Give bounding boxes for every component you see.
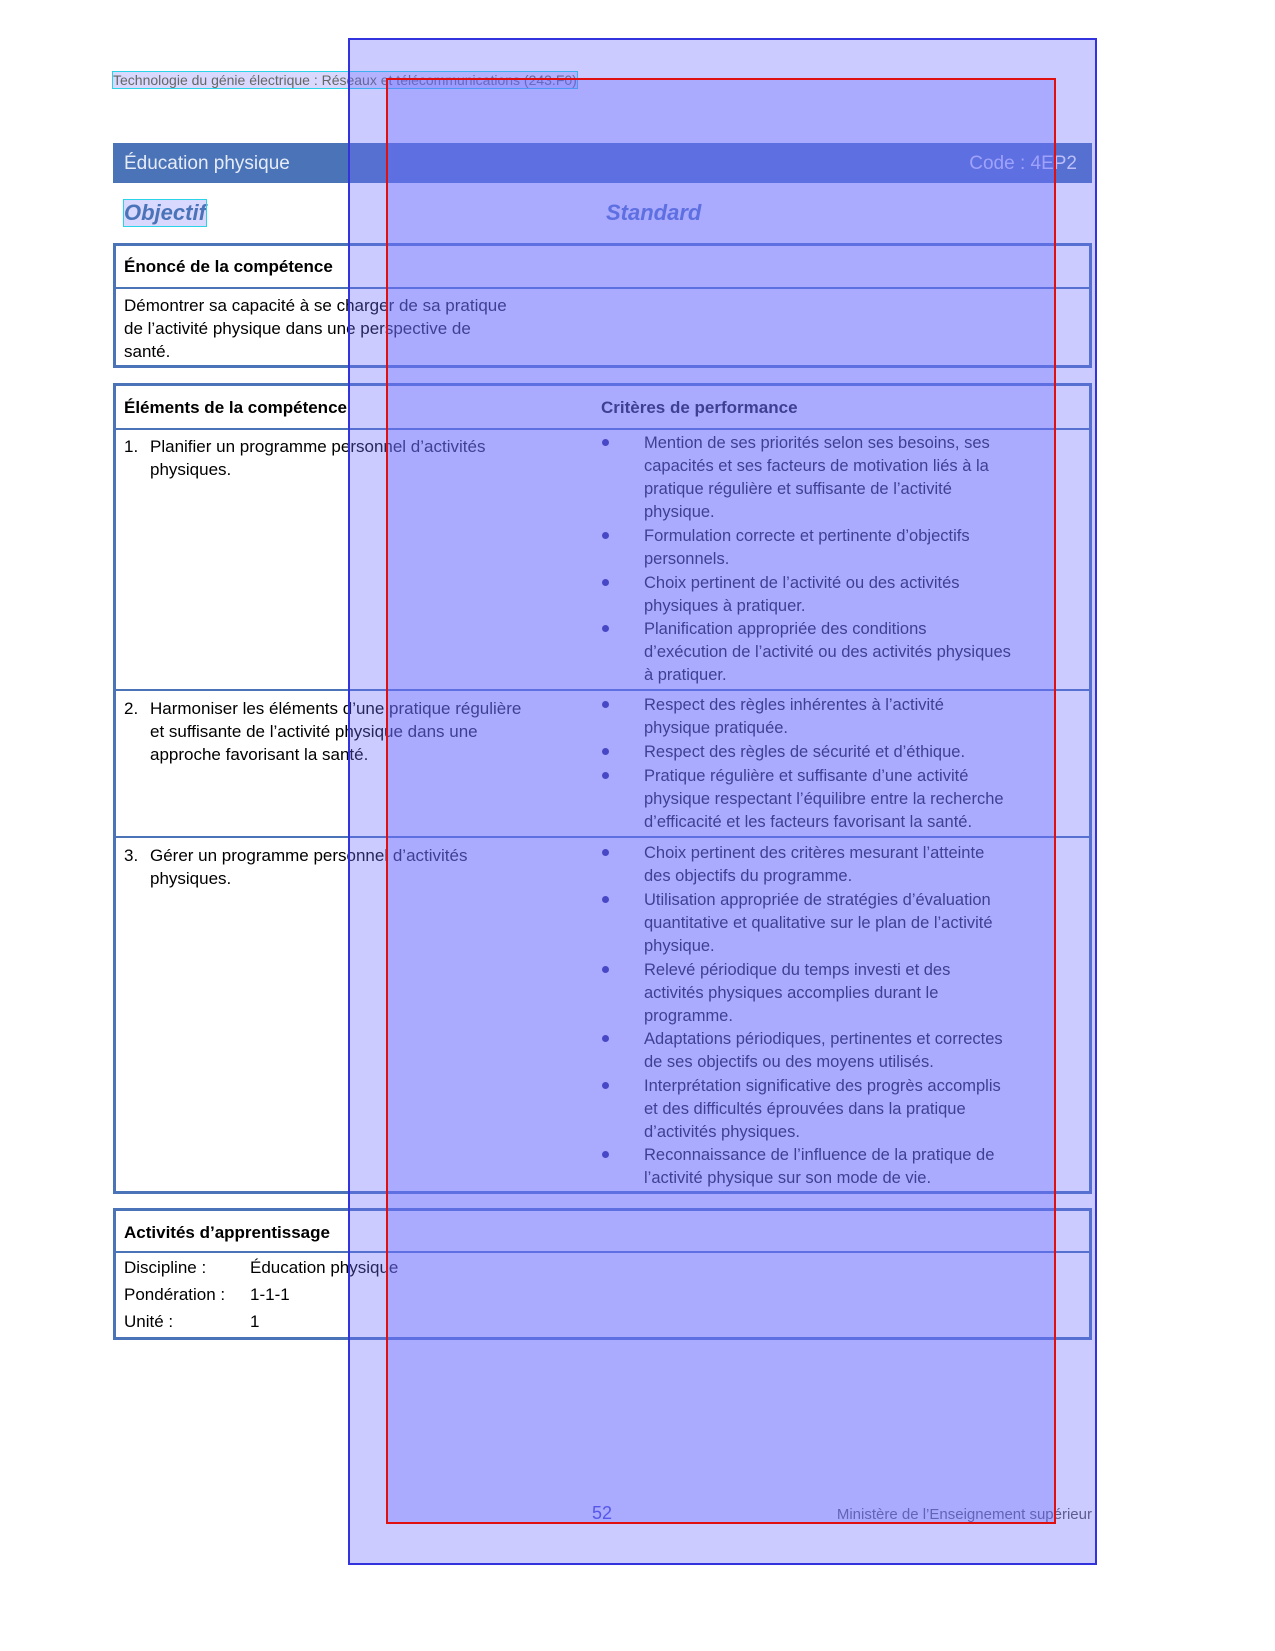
criterion-line: physique pratiquée. [644,719,789,737]
criterion-line: Relevé périodique du temps investi et des [644,961,951,979]
enonce-line: santé. [124,342,171,361]
criterion-line: Choix pertinent des critères mesurant l’atteinte [644,844,985,862]
criterion-line: de ses objectifs ou des moyens utilisés. [644,1053,934,1071]
criterion-line: physique. [644,503,715,521]
ponderation-value: 1-1-1 [250,1285,290,1304]
criterion-line: d’activités physiques. [644,1123,800,1141]
criterion-line: Formulation correcte et pertinente d’objectifs [644,527,970,545]
activites-heading: Activités d’apprentissage [124,1223,330,1242]
element-number: 1. [124,437,139,456]
standard-heading: Standard [606,200,702,225]
element-line: physiques. [150,460,232,479]
criterion-line: Reconnaissance de l’influence de la pratique de [644,1146,995,1164]
col-header-elements: Éléments de la compétence [124,398,347,417]
criterion-line: pratique régulière et suffisante de l’activité [644,480,952,498]
enonce-heading: Énoncé de la compétence [124,257,333,276]
element-number: 2. [124,699,139,718]
criterion-line: programme. [644,1007,733,1025]
element-line: Gérer un programme personnel d’activités [150,846,468,865]
discipline-value: Éducation physique [250,1258,399,1277]
course-code: Code : 4EP2 [969,153,1077,174]
ponderation-label: Pondération : [124,1285,226,1304]
overlay-region-red [386,78,1056,1524]
element-line: et suffisante de l’activité physique dans une [150,722,478,741]
unite-value: 1 [250,1312,260,1331]
element-line: physiques. [150,869,232,888]
criterion-line: personnels. [644,550,730,568]
enonce-line: de l’activité physique dans une perspective de [124,319,471,338]
criterion-line: l’activité physique sur son mode de vie. [644,1169,932,1187]
element-line: approche favorisant la santé. [150,745,369,764]
criterion-line: quantitative et qualitative sur le plan de l’activité [644,914,993,932]
criterion-line: capacités et ses facteurs de motivation liés à la [644,457,989,475]
objectif-heading: Objectif [124,200,206,225]
enonce-line: Démontrer sa capacité à se charger de sa pratique [124,296,507,315]
criterion-line: Adaptations périodiques, pertinentes et correctes [644,1030,1003,1048]
program-title: Technologie du génie électrique : Réseaux et télécommunications (243.F0) [113,72,577,88]
col-header-criteres: Critères de performance [601,398,798,417]
unite-label: Unité : [124,1312,174,1331]
element-line: Planifier un programme personnel d’activités [150,437,486,456]
criterion-line: d’efficacité et les facteurs favorisant la santé. [644,813,973,831]
footer-source: Ministère de l’Enseignement supérieur [836,1506,1092,1523]
criterion-line: physique respectant l’équilibre entre la recherche [644,790,1004,808]
criterion-line: Interprétation significative des progrès accomplis [644,1077,1001,1095]
criterion-line: d’exécution de l’activité ou des activités physiques [644,643,1011,661]
criterion-line: Utilisation appropriée de stratégies d’évaluation [644,891,991,909]
criterion-line: Choix pertinent de l’activité ou des activités [644,574,960,592]
criterion-line: physiques à pratiquer. [644,597,806,615]
criterion-line: physique. [644,937,715,955]
element-number: 3. [124,846,139,865]
element-line: Harmoniser les éléments d’une pratique régulière [150,699,522,718]
course-title: Éducation physique [124,153,290,174]
criterion-line: à pratiquer. [644,666,727,684]
criterion-line: Planification appropriée des conditions [644,620,927,638]
criterion-line: et des difficultés éprouvées dans la pratique [644,1100,966,1118]
discipline-label: Discipline : [124,1258,207,1277]
criterion-line: activités physiques accomplies durant le [644,984,939,1002]
criterion-line: Pratique régulière et suffisante d’une activité [644,767,969,785]
page-number: 52 [592,1503,613,1523]
criterion-line: Mention de ses priorités selon ses besoins, ses [644,434,990,452]
criterion-line: Respect des règles de sécurité et d’éthique. [644,743,966,761]
criterion-line: Respect des règles inhérentes à l’activité [644,696,944,714]
criterion-line: des objectifs du programme. [644,867,853,885]
